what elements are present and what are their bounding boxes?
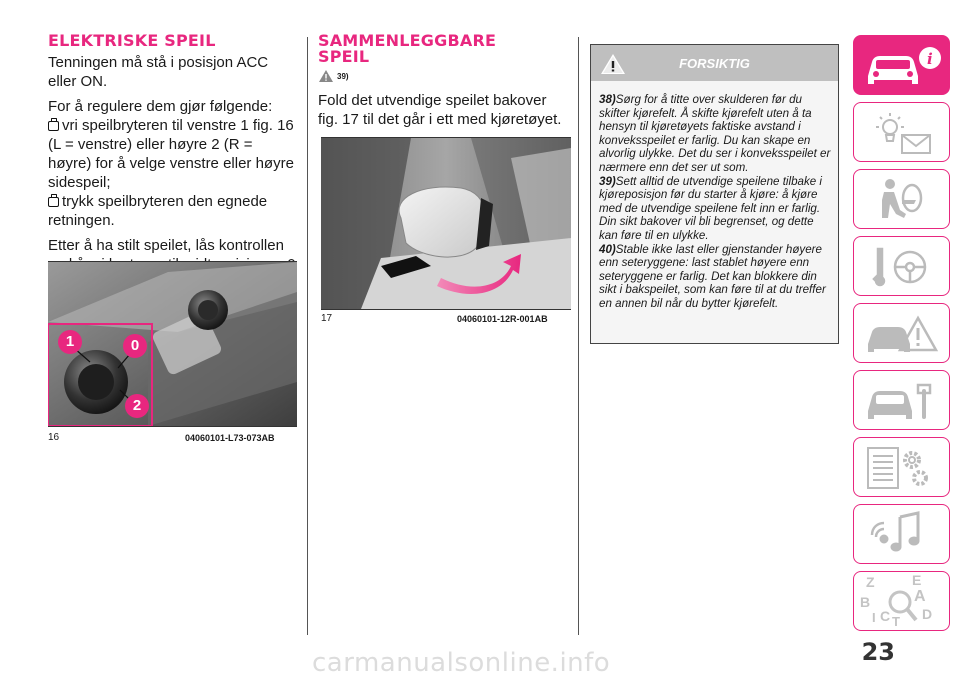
figure-number: 17 <box>321 313 333 324</box>
figure-17 <box>321 137 571 310</box>
multimedia-icon <box>854 505 951 565</box>
column-folding-mirrors <box>318 0 570 135</box>
column-divider <box>578 37 579 635</box>
index-letter: T <box>892 614 900 629</box>
index-letter: C <box>880 608 891 624</box>
step <box>48 116 300 192</box>
svg-text:i: i <box>927 50 933 68</box>
figure-code: 04060101-L73-073AB <box>185 433 275 443</box>
caution-item-number: 39) <box>599 174 616 188</box>
tab-starting-driving[interactable] <box>853 236 950 296</box>
index-letter: B <box>860 594 871 610</box>
index-letter: D <box>922 606 933 622</box>
caution-item-text: Sørg for å titte over skulderen før du skifter kjørefelt. Å skifte kjørefelt uten å ta hensyn til kjøretøyets faktiske avstand i konveksspeilet er farlig. Du kan skape en alvorlig ulykke. Det du ser i konveksspeilet er nærmere enn det ser ut som. <box>599 93 831 174</box>
step-text: trykk speilbryteren den egnede retningen. <box>48 193 268 229</box>
warning-ref <box>318 69 570 87</box>
figure-16 <box>48 261 297 427</box>
index-letter: E <box>912 572 922 588</box>
column-divider <box>307 37 308 635</box>
warning-ref-number: 39) <box>337 72 349 81</box>
paragraph: Fold det utvendige speilet bakover fig. 17 til det går i ett med kjøretøyet. <box>318 92 562 128</box>
callout-0: 0 <box>130 337 140 354</box>
tab-technical-data[interactable] <box>853 437 950 497</box>
step-bullet-icon <box>48 197 59 207</box>
caution-item <box>599 93 832 175</box>
step <box>48 192 300 230</box>
warning-triangle-icon <box>318 69 334 83</box>
section-heading: ELEKTRISKE SPEIL <box>48 31 216 50</box>
heading-line: SAMMENLEGGBARE <box>318 31 497 50</box>
caution-item-number: 38) <box>599 93 616 106</box>
callout-2: 2 <box>132 397 142 414</box>
callout-1: 1 <box>65 333 75 350</box>
figure-number: 16 <box>48 432 60 443</box>
paragraph: Etter å ha stilt speilet, lås kontrollen <box>48 237 284 254</box>
watermark: carmanualsonline.info <box>312 648 611 678</box>
caution-title: FORSIKTIG <box>679 56 750 71</box>
index-letter: Z <box>866 574 875 590</box>
tab-dashboard-lights[interactable] <box>853 102 950 162</box>
steering-key-icon <box>854 237 951 297</box>
caution-item <box>599 175 832 243</box>
paragraph <box>48 97 300 116</box>
caution-item-text: Stable ikke last eller gjenstander høyere enn seteryggene: last stablet høyere enn seteryggene er farlig. Det kan blokkere din sikt i bakspeilet, som kan føre til at du treffer en annen bil når du bytter kjørefelt. <box>599 242 826 310</box>
tab-safety[interactable] <box>853 169 950 229</box>
caution-item-text: Sett alltid de utvendige speilene tilbake i kjøreposisjon før du starter å kjøre: å kjøre med de utvendige speilene felt inn er farlig. Din sikt bakover vil bli begrenset, og dette kan føre til en ulykke. <box>599 174 823 242</box>
step-text: vri speilbryteren til venstre 1 fig. 16 (L = venstre) eller høyre 2 (R = høyre) for å velge venstre eller høyre sidespeil; <box>48 117 294 191</box>
tab-index[interactable] <box>853 571 950 631</box>
mirror-switch-photo <box>48 262 297 426</box>
paragraph: Tenningen må stå i posisjon ACC eller ON. <box>48 54 269 90</box>
caution-text <box>591 81 838 319</box>
dashboard-lights-icon <box>854 103 951 163</box>
index-letter: I <box>872 610 876 625</box>
index-letter: A <box>914 588 926 605</box>
folding-mirror-photo <box>321 138 571 309</box>
section-heading <box>318 33 570 65</box>
tab-maintenance[interactable] <box>853 370 950 430</box>
caution-header <box>591 45 838 81</box>
technical-data-icon <box>854 438 951 498</box>
caution-box <box>590 44 839 344</box>
car-info-icon <box>854 36 951 96</box>
step-bullet-icon <box>48 121 59 131</box>
safety-airbag-icon <box>854 170 951 230</box>
page-number: 23 <box>861 638 895 666</box>
column-electric-mirrors <box>48 0 300 299</box>
heading-line: SPEIL <box>318 47 370 66</box>
tab-multimedia[interactable] <box>853 504 950 564</box>
tab-car-info[interactable] <box>853 35 950 95</box>
paragraph-intro: For å regulere dem gjør følgende: <box>48 98 273 115</box>
caution-item-number: 40) <box>599 242 616 256</box>
figure-code: 04060101-12R-001AB <box>457 314 548 324</box>
car-maintenance-icon <box>854 371 951 431</box>
emergency-warning-icon <box>854 304 951 364</box>
caution-item <box>599 243 832 311</box>
tab-emergency[interactable] <box>853 303 950 363</box>
